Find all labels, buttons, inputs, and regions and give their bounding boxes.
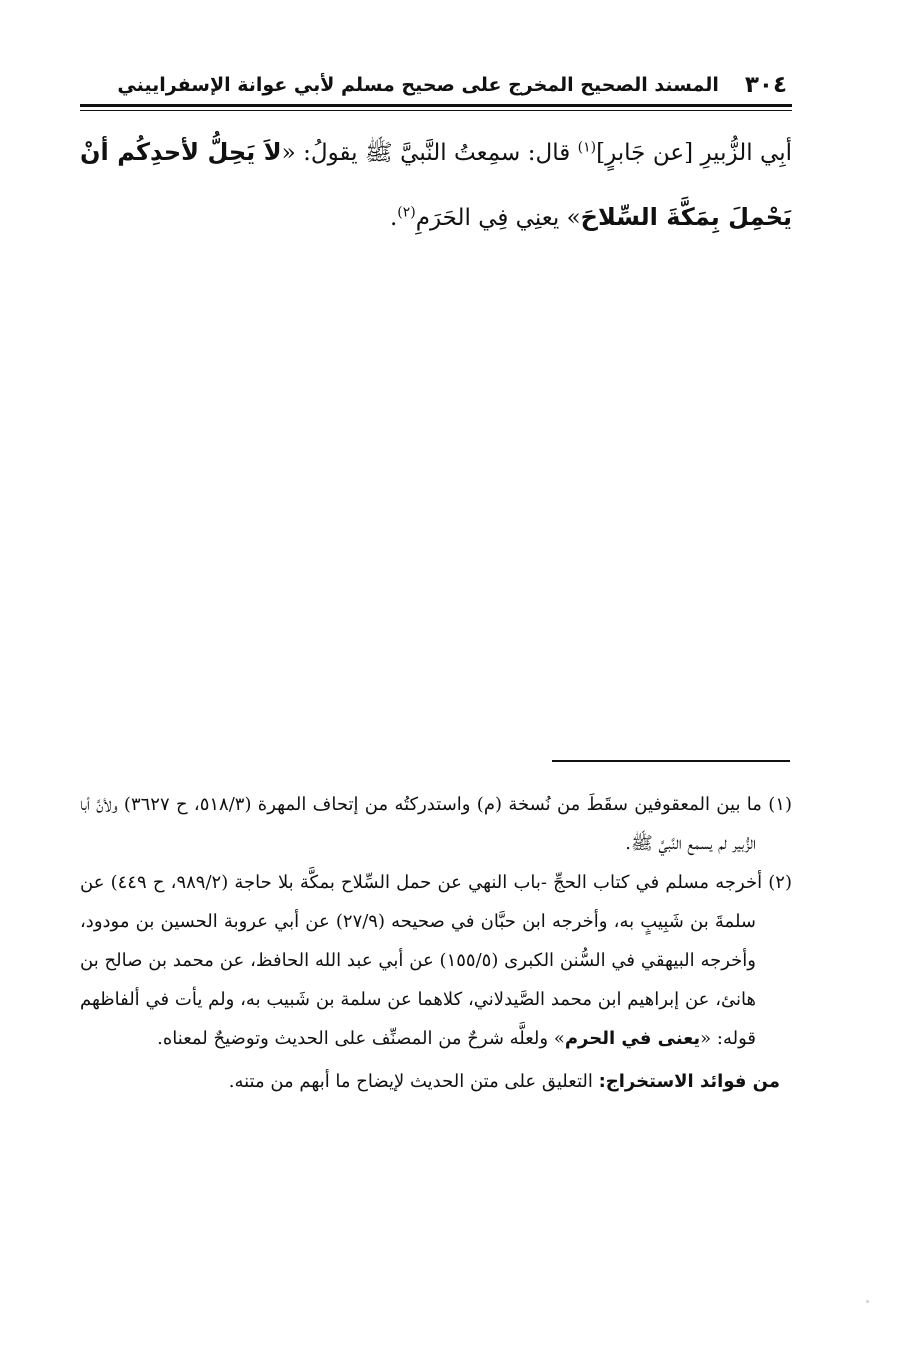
main-text-segment: . <box>389 205 398 231</box>
footnote-text: ما بين المعقوفين سقَطَ من نُسخة (م) واستدركتُه من إتحاف المهرة (٥١٨/٣، ح ٣٦٢٧) ولأنَّ أبا الزُّبير لم يسمع النَّبيَّ ﷺ. <box>80 794 762 854</box>
header-rule <box>80 104 792 107</box>
main-text-segment: » يعنِي فِي الحَرَمِ <box>415 205 581 231</box>
footnote-number: (٢) <box>768 872 792 893</box>
footnote-text: » ولعلَّه شرحٌ من المصنِّف على الحديث وتوضيحٌ لمعناه. <box>157 1028 565 1049</box>
footnote-separator <box>552 760 790 762</box>
footnote-ref-2: (٢) <box>397 204 416 221</box>
footnote-1 <box>80 785 792 863</box>
scan-speck <box>866 1300 869 1303</box>
footnotes <box>80 785 792 1101</box>
main-text <box>80 120 792 250</box>
main-text-segment: قال: سمِعتُ النَّبيَّ ﷺ يقولُ: « <box>281 140 578 166</box>
footnote-number: (١) <box>768 794 792 815</box>
footnote-text: أخرجه مسلم في كتاب الحجِّ -باب النهي عن حمل السِّلاح بمكَّة بلا حاجة (٩٨٩/٢، ح ٤٤٩) عن سلمةَ بن شَبِيبٍ به، وأخرجه ابن حبَّان في صحيحه (٢٧/٩) عن أبي عروبة الحسين بن مودود، وأخرجه البيهقي في السُّنن الكبرى (١٥٥/٥) عن أبي عبد الله الحافظ، عن محمد بن صالح بن هانئ، عن إبراهيم ابن محمد الصَّيدلاني، كلاهما عن سلمة بن شَبيب به، ولم يأت في ألفاظهم قوله: « <box>80 872 763 1049</box>
footnote-2 <box>80 863 792 1058</box>
benefit-text: التعليق على متن الحديث لإيضاح ما أبهم من متنه. <box>228 1071 599 1092</box>
page-number: ٣٠٤ <box>744 72 787 98</box>
header-rule-thin <box>80 110 792 111</box>
extraction-benefit <box>80 1062 792 1101</box>
benefit-label: من فوائد الاستخراج: <box>598 1071 780 1092</box>
footnote-ref-1: (١) <box>577 139 597 156</box>
main-text-segment: أبِي الزُّبيرِ [عن جَابرٍ] <box>596 140 793 166</box>
running-header <box>117 68 787 102</box>
book-title: المسند الصحيح المخرج على صحيح مسلم لأبي عوانة الإسفراييني <box>117 74 719 96</box>
hadith-text: لاَ يَحِلُّ لأحدِكُم أنْ يَحْمِلَ بِمَكَّةَ السِّلاحَ <box>80 138 792 231</box>
footnote-bold-phrase: يعنى في الحرم <box>564 1028 701 1049</box>
